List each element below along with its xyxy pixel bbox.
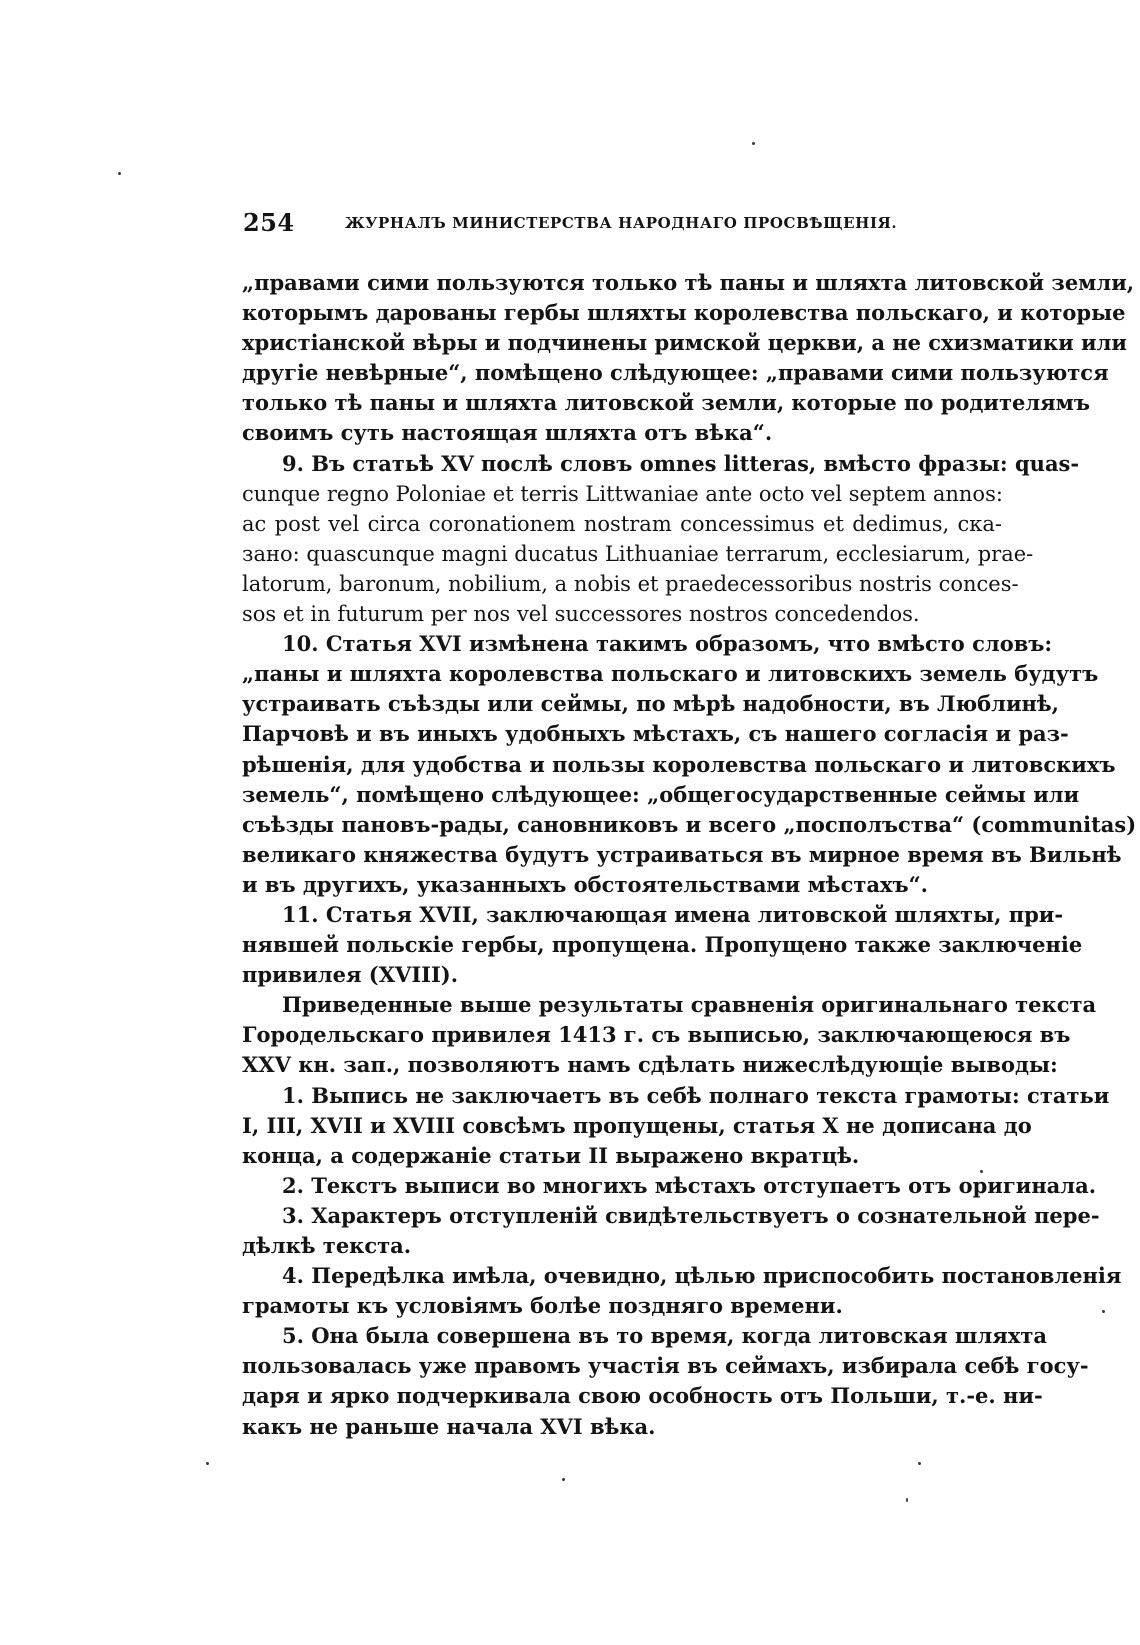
text-line: рѣшенія, для удобства и пользы королевства польскаго и литовскихъ	[242, 751, 1116, 777]
text-line: 2. Текстъ выписи во многихъ мѣстахъ отступаетъ отъ оригинала.	[282, 1172, 1097, 1198]
text-line: „правами сими пользуются только тѣ паны и шляхта литовской земли,	[242, 270, 1135, 295]
scan-speck	[752, 142, 755, 145]
text-line: конца, а содержаніе статьи II выражено вкратцѣ.	[242, 1142, 860, 1168]
text-line: 5. Она была совершена въ то время, когда литовская шляхта	[282, 1323, 1047, 1349]
text-line: своимъ суть настоящая шляхта отъ вѣка“.	[242, 420, 773, 446]
page-header	[243, 208, 1003, 248]
text-line: I, III, XVII и XVIII совсѣмъ пропущены, статья X не дописана до	[242, 1112, 1032, 1138]
text-line: ac post vel circa coronationem nostram concessimus et dedimus, ска-	[242, 511, 1002, 536]
text-line: грамоты къ условіямъ болѣе поздняго времени.	[242, 1293, 843, 1319]
scan-speck	[906, 1498, 908, 1502]
text-line: привилея (XVIII).	[242, 962, 459, 988]
text-line: sos et in futurum per nos vel successores nostros concedendos.	[242, 602, 920, 627]
text-line: latorum, baronum, nobilium, a nobis et praedecessoribus nostris conces-	[242, 571, 1019, 596]
text-line: только тѣ паны и шляхта литовской земли, которые по родителямъ	[242, 390, 1091, 416]
text-line: 1. Выпись не заключаетъ въ себѣ полнаго текста грамоты: статьи	[282, 1082, 1110, 1108]
text-line: земель“, помѣщено слѣдующее: „общегосударственные сеймы или	[242, 781, 1080, 807]
text-line: съѣзды пановъ-рады, сановниковъ и всего „посполъства“ (communitas)	[242, 811, 1137, 837]
text-line: христіанской вѣры и подчинены римской церкви, а не схизматики или	[242, 330, 1128, 356]
text-line: великаго княжества будутъ устраиваться въ мирное время въ Вильнѣ	[242, 841, 1122, 867]
scan-speck	[918, 1462, 921, 1465]
text-line: дѣлкѣ текста.	[242, 1233, 412, 1258]
running-head: ЖУРНАЛЪ МИНИСТЕРСТВА НАРОДНАГО ПРОСВѢЩЕНІЯ.	[345, 214, 898, 232]
text-line: 3. Характеръ отступленій свидѣтельствуетъ о сознательной пере-	[282, 1202, 1100, 1228]
text-line: пользовалась уже правомъ участія въ сеймахъ, избирала себѣ госу-	[242, 1353, 1089, 1379]
text-line: и въ другихъ, указанныхъ обстоятельствами мѣстахъ“.	[242, 871, 928, 897]
text-line: нявшей польскіе гербы, пропущена. Пропущено также заключеніе	[242, 932, 1083, 958]
text-line: Приведенные выше результаты сравненія оригинальнаго текста	[282, 992, 1097, 1018]
text-line: зано: quascunque magni ducatus Lithuaniae terrarum, ecclesiarum, prae-	[242, 541, 1034, 566]
body-text	[242, 268, 1137, 1442]
text-line: даря и ярко подчеркивала свою особность отъ Польши, т.-е. ни-	[242, 1383, 1043, 1409]
scan-speck	[206, 1462, 209, 1465]
text-line: Городельскаго привилея 1413 г. съ выписью, заключающеюся въ	[242, 1022, 1071, 1048]
text-line: XXV кн. зап., позволяютъ намъ сдѣлать нижеслѣдующіе выводы:	[242, 1052, 1058, 1078]
text-line: другіе невѣрные“, помѣщено слѣдующее: „правами сими пользуются	[242, 360, 1109, 386]
text-line: 9. Въ статьѣ XV послѣ словъ omnes litteras, вмѣсто фразы: quas-	[282, 450, 1080, 476]
text-line: 4. Передѣлка имѣла, очевидно, цѣлью приспособить постановленія	[282, 1263, 1122, 1289]
text-line: какъ не раньше начала XVI вѣка.	[242, 1413, 656, 1439]
page-number: 254	[243, 208, 295, 237]
scan-speck	[1102, 1310, 1105, 1313]
text-line: 11. Статья XVII, заключающая имена литовской шляхты, при-	[282, 901, 1064, 927]
text-line: Парчовѣ и въ иныхъ удобныхъ мѣстахъ, съ нашего согласія и раз-	[242, 721, 1069, 747]
text-line: „паны и шляхта королевства польскаго и литовскихъ земель будутъ	[242, 661, 1099, 687]
text-line: устраивать съѣзды или сеймы, по мѣрѣ надобности, въ Люблинѣ,	[242, 691, 1059, 717]
text-line: которымъ дарованы гербы шляхты королевства польскаго, и которые	[242, 300, 1126, 326]
scan-speck	[118, 172, 121, 175]
scan-speck	[562, 1478, 565, 1481]
text-line: cunque regno Poloniae et terris Littwaniae ante octo vel septem annos:	[242, 481, 1003, 506]
text-line: 10. Статья XVI измѣнена такимъ образомъ, что вмѣсто словъ:	[282, 631, 1053, 657]
scan-speck	[980, 1170, 983, 1173]
